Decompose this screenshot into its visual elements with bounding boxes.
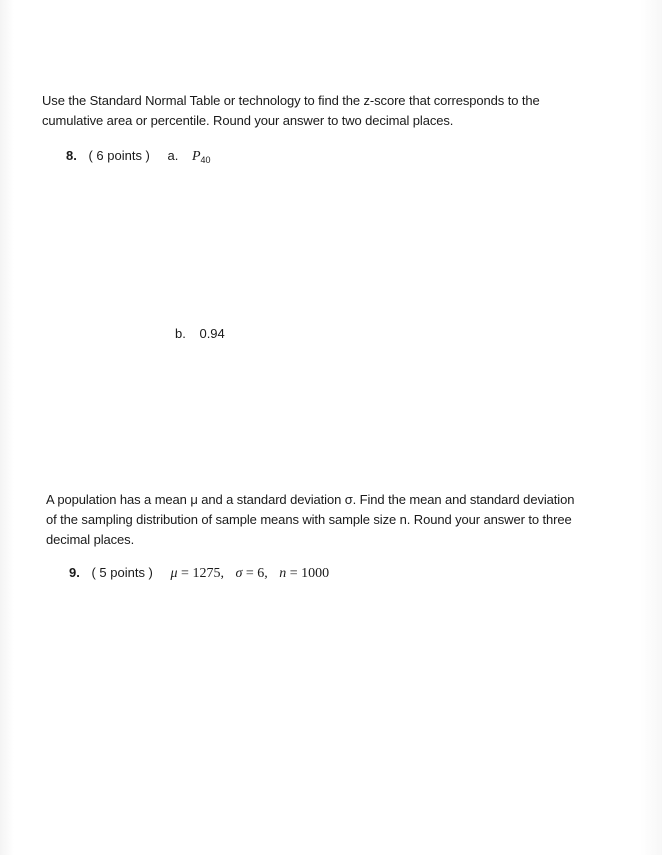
instructions-line: Use the Standard Normal Table or technology to find the z-score that corresponds to the — [42, 93, 540, 108]
mu-value: = 1275, — [181, 566, 224, 581]
section-2-instructions — [46, 490, 646, 550]
n-value: = 1000 — [289, 566, 330, 581]
problem-points: ( 6 points ) — [88, 148, 150, 163]
instructions-line: decimal places. — [46, 532, 135, 547]
problem-points: ( 5 points ) — [91, 565, 153, 580]
given-values — [171, 566, 330, 581]
percentile-subscript: 40 — [200, 155, 211, 165]
sigma-symbol: σ — [235, 566, 243, 581]
problem-8-part-b — [175, 325, 225, 343]
percentile-expression — [192, 149, 211, 164]
part-letter: b. — [175, 326, 186, 341]
section-1-instructions — [42, 91, 632, 131]
instructions-line: A population has a mean μ and a standard deviation σ. Find the mean and standard deviation — [46, 492, 575, 507]
percentile-symbol: P — [191, 149, 201, 164]
problem-9 — [69, 564, 329, 583]
part-letter: a. — [167, 148, 179, 163]
n-symbol: n — [279, 566, 287, 581]
problem-number: 9. — [69, 565, 80, 580]
sigma-value: = 6, — [245, 566, 268, 581]
mu-symbol: μ — [170, 566, 178, 581]
problem-number: 8. — [66, 148, 77, 163]
instructions-line: of the sampling distribution of sample means with sample size n. Round your answer to three — [46, 512, 572, 527]
instructions-line: cumulative area or percentile. Round your answer to two decimal places. — [42, 113, 454, 128]
cumulative-area-value: 0.94 — [199, 326, 225, 341]
problem-8-part-a — [66, 147, 211, 169]
